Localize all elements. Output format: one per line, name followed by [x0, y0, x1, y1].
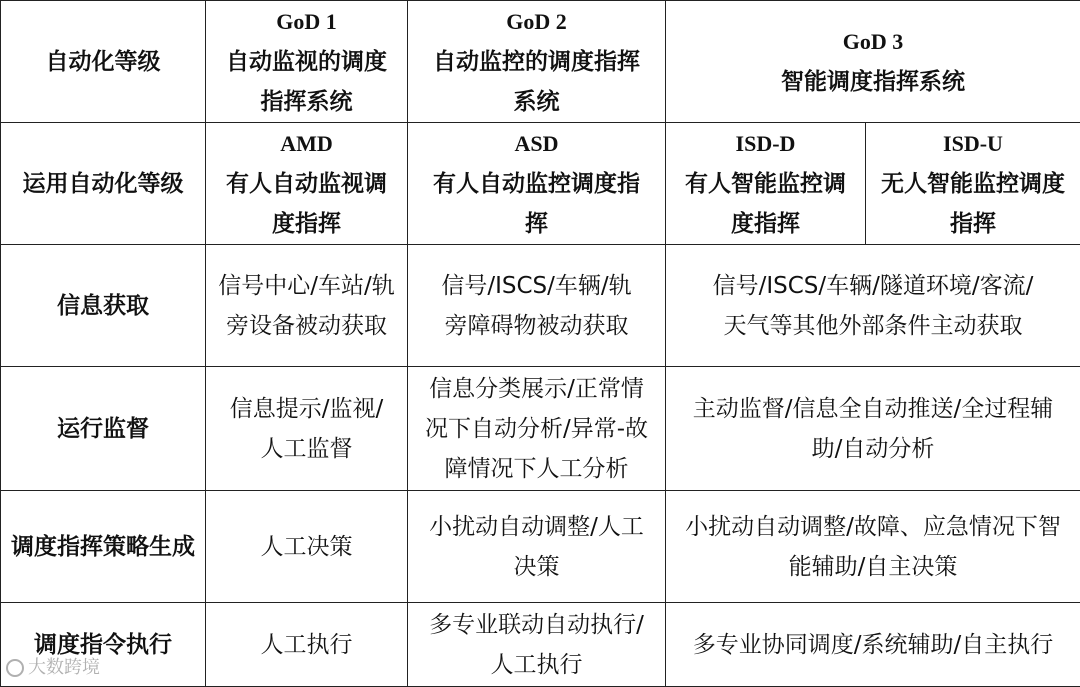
level-name: 有人自动监视调度指挥	[216, 164, 397, 244]
god1-cell: 信息提示/监视/人工监督	[206, 367, 408, 491]
god3-cell: 多专业协同调度/系统辅助/自主执行	[666, 603, 1080, 687]
level-isd-u	[866, 123, 1080, 245]
god3-cell: 信号/ISCS/车辆/隧道环境/客流/天气等其他外部条件主动获取	[666, 245, 1080, 367]
god2-cell: 小扰动自动调整/人工决策	[408, 491, 666, 603]
header-label: 自动化等级	[1, 1, 206, 123]
level-name: 无人智能监控调度指挥	[876, 164, 1070, 244]
level-code: ISD-U	[876, 124, 1070, 164]
level-code: ASD	[418, 124, 655, 164]
god2-code: GoD 2	[418, 2, 655, 42]
level-asd	[408, 123, 666, 245]
table-row	[1, 245, 1080, 367]
watermark-text: 大数跨境	[28, 657, 100, 678]
levels-row	[1, 123, 1080, 245]
row-label: 运行监督	[1, 367, 206, 491]
table-row	[1, 367, 1080, 491]
god3-cell: 小扰动自动调整/故障、应急情况下智能辅助/自主决策	[666, 491, 1080, 603]
level-code: ISD-D	[676, 124, 855, 164]
weibo-logo-icon	[6, 659, 24, 677]
levels-label: 运用自动化等级	[1, 123, 206, 245]
god3-name: 智能调度指挥系统	[676, 62, 1070, 102]
row-label: 信息获取	[1, 245, 206, 367]
god3-code: GoD 3	[676, 22, 1070, 62]
level-isd-d	[666, 123, 866, 245]
god1-header	[206, 1, 408, 123]
god2-cell: 信息分类展示/正常情况下自动分析/异常-故障情况下人工分析	[408, 367, 666, 491]
god2-cell: 多专业联动自动执行/人工执行	[408, 603, 666, 687]
row-label: 调度指令执行	[1, 603, 206, 687]
watermark	[6, 653, 100, 679]
level-name: 有人自动监控调度指挥	[418, 164, 655, 244]
god1-cell: 人工执行	[206, 603, 408, 687]
god2-name: 自动监控的调度指挥系统	[418, 42, 655, 122]
god3-cell: 主动监督/信息全自动推送/全过程辅助/自动分析	[666, 367, 1080, 491]
god1-code: GoD 1	[216, 2, 397, 42]
god1-cell: 人工决策	[206, 491, 408, 603]
god1-name: 自动监视的调度指挥系统	[216, 42, 397, 122]
god3-header	[666, 1, 1080, 123]
level-amd	[206, 123, 408, 245]
row-label: 调度指挥策略生成	[1, 491, 206, 603]
table-row	[1, 603, 1080, 687]
level-code: AMD	[216, 124, 397, 164]
level-name: 有人智能监控调度指挥	[676, 164, 855, 244]
god1-cell: 信号中心/车站/轨旁设备被动获取	[206, 245, 408, 367]
god2-header	[408, 1, 666, 123]
god2-cell: 信号/ISCS/车辆/轨旁障碍物被动获取	[408, 245, 666, 367]
table-row	[1, 491, 1080, 603]
header-row	[1, 1, 1080, 123]
